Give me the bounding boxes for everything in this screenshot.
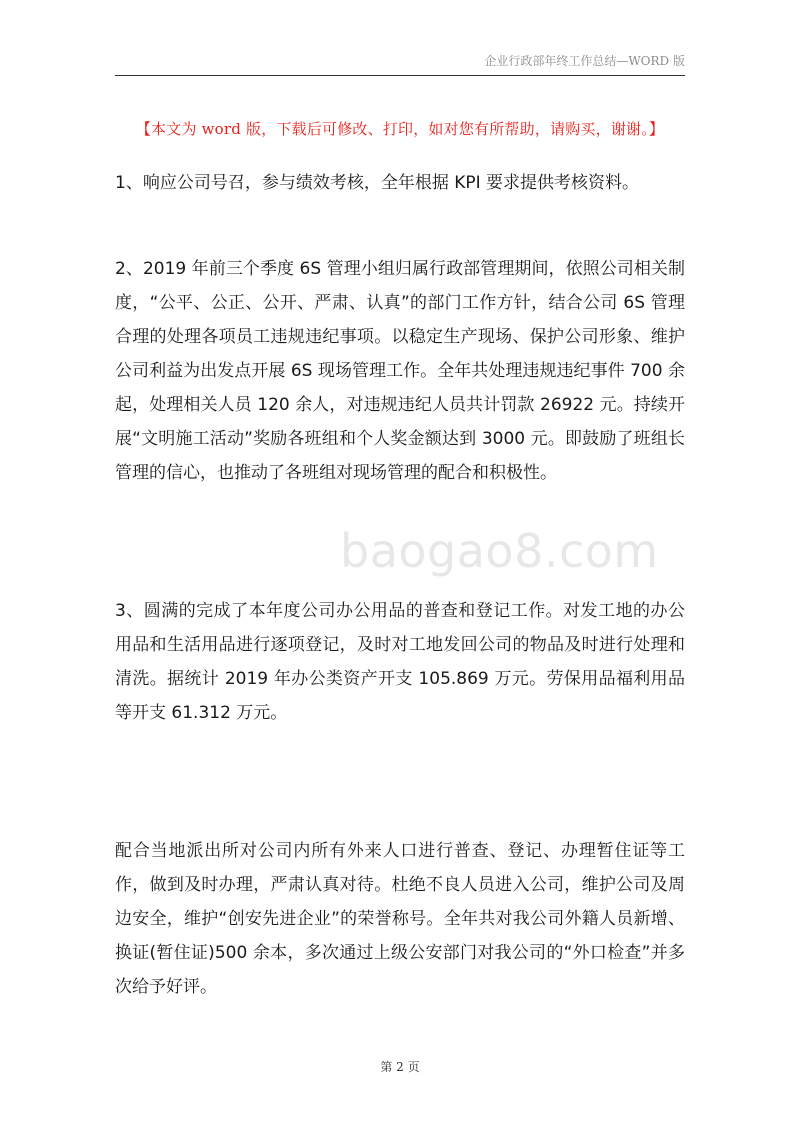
paragraph-2: 2、2019 年前三个季度 6S 管理小组归属行政部管理期间，依照公司相关制度，“公平、公正、公开、严肃、认真”的部门工作方针，结合公司 6S 管理合理的处理各项员工违规违纪事项。以稳定生产现场、保护公司形象、维护公司利益为出发点开展 6S 现场管理工作。全年共处理违规违纪事件 700 余起，处理相关人员 120 余人，对违规违纪人员共计罚款 26922 元。持续开展“文明施工活动”奖励各班组和个人奖金额达到 3000 元。即鼓励了班组长管理的信心，也推动了各班组对现场管理的配合和积极性。 bbox=[115, 259, 685, 483]
paragraph-1: 1、响应公司号召，参与绩效考核，全年根据 KPI 要求提供考核资料。 bbox=[115, 173, 640, 193]
download-notice: 【本文为 word 版，下载后可修改、打印，如对您有所帮助，请购买，谢谢。】 bbox=[135, 120, 665, 138]
paragraph-3: 3、圆满的完成了本年度公司办公用品的普查和登记工作。对发工地的办公用品和生活用品进行逐项登记，及时对工地发回公司的物品及时进行处理和清洗。据统计 2019 年办公类资产开支 105.869 万元。劳保用品福利用品等开支 61.312 万元。 bbox=[115, 601, 685, 723]
paragraph-4: 配合当地派出所对公司内所有外来人口进行普查、登记、办理暂住证等工作，做到及时办理，严肃认真对待。杜绝不良人员进入公司，维护公司及周边安全，维护“创安先进企业”的荣誉称号。全年共对我公司外籍人员新增、换证(暂住证)500 余本，多次通过上级公安部门对我公司的“外口检查”并多次给予好评。 bbox=[115, 841, 685, 997]
running-header: 企业行政部年终工作总结—WORD 版 bbox=[484, 54, 685, 68]
watermark: baogao8.com bbox=[340, 524, 659, 578]
header-divider bbox=[115, 75, 685, 76]
page-number: 第 2 页 bbox=[380, 1060, 420, 1074]
